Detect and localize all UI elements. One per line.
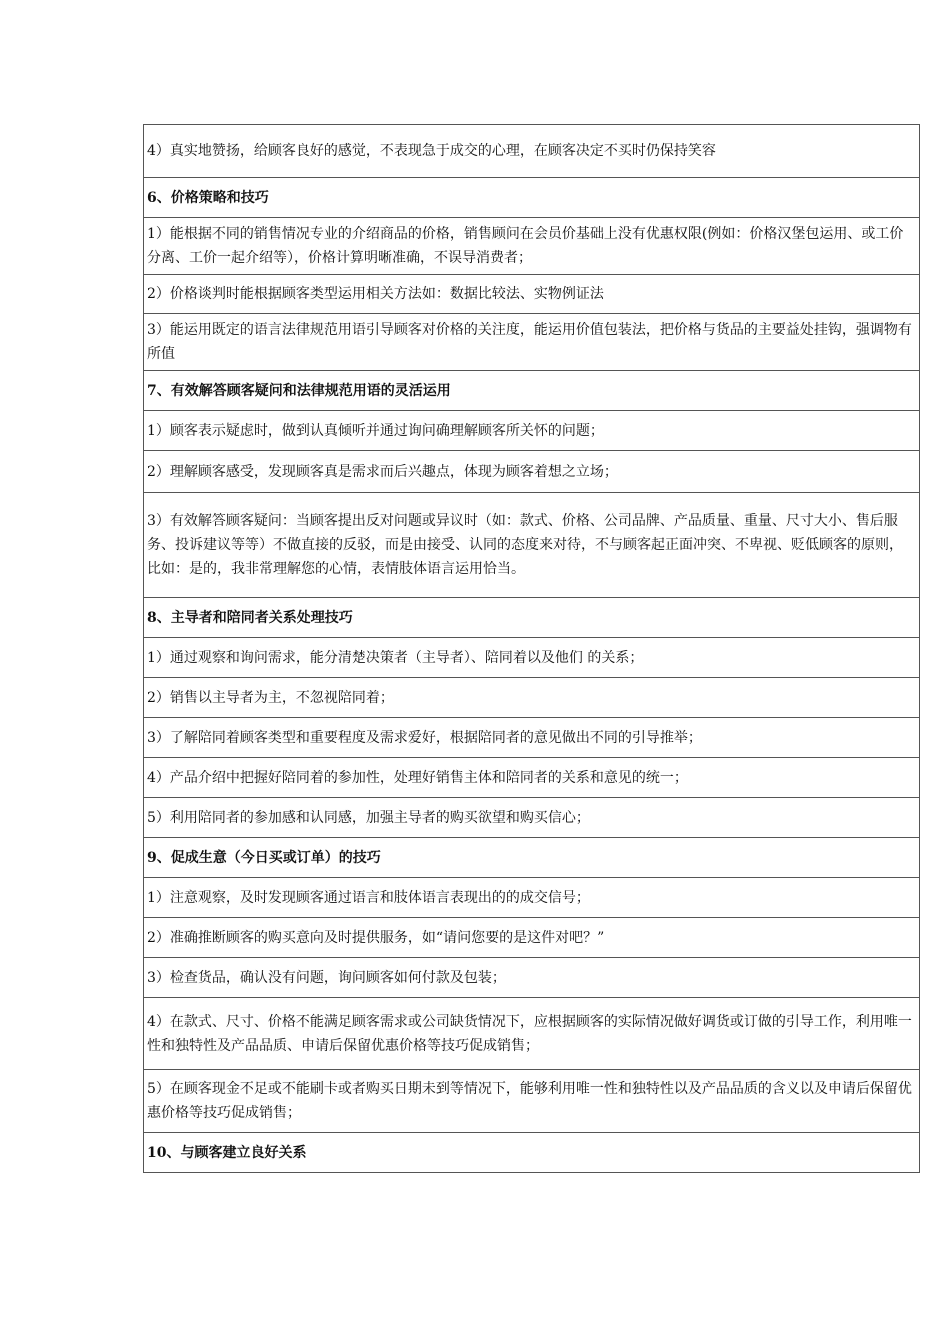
document-table (143, 124, 920, 1173)
table-cell: 2）价格谈判时能根据顾客类型运用相关方法如：数据比较法、实物例证法 (144, 275, 920, 314)
table-cell: 4）产品介绍中把握好陪同着的参加性，处理好销售主体和陪同者的关系和意见的统一； (144, 758, 920, 798)
table-cell: 2）销售以主导者为主，不忽视陪同着； (144, 678, 920, 718)
table-cell: 3）能运用既定的语言法律规范用语引导顾客对价格的关注度，能运用价值包装法，把价格与货品的主要益处挂钩，强调物有所值 (144, 314, 920, 371)
table-cell: 3）了解陪同着顾客类型和重要程度及需求爱好，根据陪同者的意见做出不同的引导推举； (144, 718, 920, 758)
table-cell: 5）在顾客现金不足或不能刷卡或者购买日期未到等情况下，能够利用唯一性和独特性以及产品品质的含义以及申请后保留优惠价格等技巧促成销售； (144, 1070, 920, 1133)
section-heading: 6、价格策略和技巧 (144, 178, 920, 218)
section-heading: 9、促成生意（今日买或订单）的技巧 (144, 838, 920, 878)
section-heading: 10、与顾客建立良好关系 (144, 1133, 920, 1173)
table-cell: 2）准确推断顾客的购买意向及时提供服务，如“请问您要的是这件对吧？” (144, 918, 920, 958)
section-heading: 7、有效解答顾客疑问和法律规范用语的灵活运用 (144, 371, 920, 411)
table-cell: 3）有效解答顾客疑问：当顾客提出反对问题或异议时（如：款式、价格、公司品牌、产品质量、重量、尺寸大小、售后服务、投诉建议等等）不做直接的反驳，而是由接受、认同的态度来对待，不与顾客起正面冲突、不卑视、贬低顾客的原则，比如：是的，我非常理解您的心情，表情肢体语言运用恰当。 (144, 493, 920, 598)
table-cell: 1）能根据不同的销售情况专业的介绍商品的价格，销售顾问在会员价基础上没有优惠权限(例如：价格汉堡包运用、或工价分离、工价一起介绍等），价格计算明晰准确，不误导消费者； (144, 218, 920, 275)
table-cell: 1）顾客表示疑虑时，做到认真倾听并通过询问确理解顾客所关怀的问题； (144, 411, 920, 451)
table-cell: 1）注意观察，及时发现顾客通过语言和肢体语言表现出的的成交信号； (144, 878, 920, 918)
section-heading: 8、主导者和陪同者关系处理技巧 (144, 598, 920, 638)
table-cell: 4）在款式、尺寸、价格不能满足顾客需求或公司缺货情况下，应根据顾客的实际情况做好调货或订做的引导工作，利用唯一性和独特性及产品品质、申请后保留优惠价格等技巧促成销售； (144, 998, 920, 1070)
table-cell: 2）理解顾客感受，发现顾客真是需求而后兴趣点，体现为顾客着想之立场； (144, 451, 920, 493)
table-cell: 4）真实地赞扬，给顾客良好的感觉，不表现急于成交的心理，在顾客决定不买时仍保持笑容 (144, 125, 920, 178)
table-cell: 3）检查货品，确认没有问题，询问顾客如何付款及包装； (144, 958, 920, 998)
table-cell: 5）利用陪同者的参加感和认同感，加强主导者的购买欲望和购买信心； (144, 798, 920, 838)
table-cell: 1）通过观察和询问需求，能分清楚决策者（主导者）、陪同着以及他们 的关系； (144, 638, 920, 678)
